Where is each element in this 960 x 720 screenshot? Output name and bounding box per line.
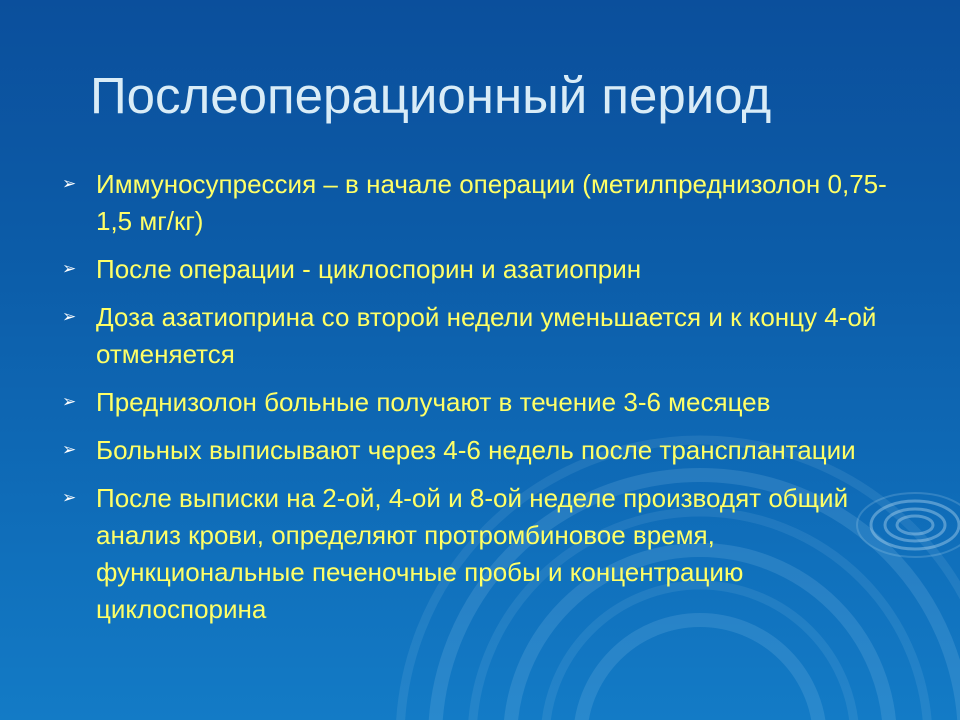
arrowhead-bullet-icon: ➢ — [62, 259, 77, 279]
bullet-text: Преднизолон больные получают в течение 3-6 месяцев — [96, 387, 771, 417]
bullet-text: После выписки на 2-ой, 4-ой и 8-ой неделе производят общий анализ крови, определяют протромбиновое время, функциональные печеночные пробы и концентрацию циклоспорина — [96, 483, 849, 624]
bullet-list — [60, 166, 920, 639]
bullet-item — [60, 384, 920, 421]
bullet-text: После операции - циклоспорин и азатиоприн — [96, 254, 642, 284]
bullet-item — [60, 299, 920, 373]
arrowhead-bullet-icon: ➢ — [62, 440, 77, 460]
arrowhead-bullet-icon: ➢ — [62, 307, 77, 327]
arrowhead-bullet-icon: ➢ — [62, 392, 77, 412]
bullet-item — [60, 166, 920, 240]
bullet-text: Больных выписывают через 4-6 недель после трансплантации — [96, 435, 856, 465]
arrowhead-bullet-icon: ➢ — [62, 174, 77, 194]
arrowhead-bullet-icon: ➢ — [62, 488, 77, 508]
slide-title: Послеоперационный период — [90, 67, 772, 124]
bullet-item — [60, 251, 920, 288]
bullet-item — [60, 480, 920, 628]
bullet-item — [60, 432, 920, 469]
bullet-text: Доза азатиоприна со второй недели уменьшается и к концу 4-ой отменяется — [96, 302, 877, 369]
bullet-text: Иммуносупрессия – в начале операции (метилпреднизолон 0,75-1,5 мг/кг) — [96, 169, 887, 236]
